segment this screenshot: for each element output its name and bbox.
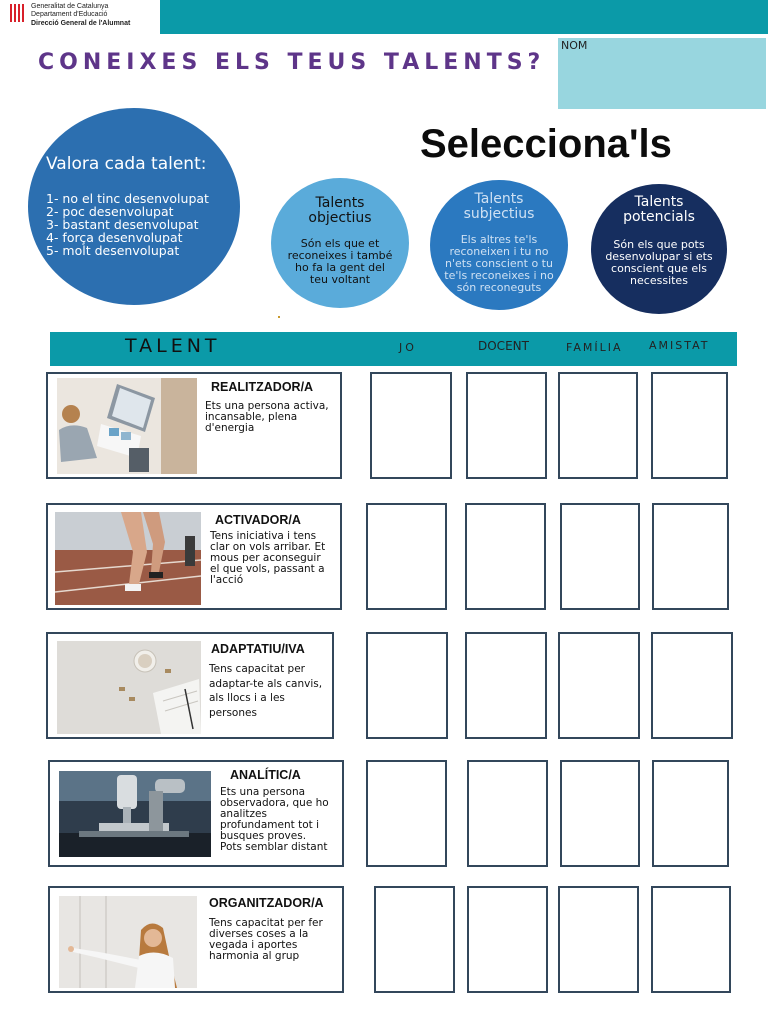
talent-type-description: Són els que et reconeixes i també ho fa la gent del teu voltant: [287, 237, 393, 286]
org-line-3: Direcció General de l'Alumnat: [31, 20, 131, 27]
talent-description: Ets una persona activa, incansable, plena d'energia: [205, 400, 329, 434]
talent-card-adaptatiu: [46, 632, 334, 739]
talent-name: ACTIVADOR/A: [215, 513, 301, 527]
runner-start-photo: [55, 512, 201, 605]
talent-type-potential: [591, 184, 727, 314]
talent-type-objective: [271, 178, 409, 308]
column-header-docent: DOCENT: [478, 339, 529, 353]
talent-name: ORGANITZADOR/A: [209, 896, 324, 910]
rating-cell-jo[interactable]: [370, 372, 452, 479]
generalitat-logo: [0, 0, 160, 34]
column-header-familia: FAMÍLIA: [566, 341, 623, 354]
talent-type-title: Talents objectius: [308, 195, 372, 226]
rating-cell-jo[interactable]: [366, 632, 448, 739]
talent-card-activador: [46, 503, 342, 610]
select-heading: Selecciona'ls: [420, 122, 672, 166]
talent-name: ANALÍTIC/A: [230, 768, 301, 782]
talent-type-subjective: [430, 180, 568, 310]
talent-name: ADAPTATIU/IVA: [211, 642, 305, 656]
talent-type-title: Talents subjectius: [463, 191, 535, 222]
rating-cell-amistat[interactable]: [652, 760, 729, 867]
rating-cell-amistat[interactable]: [651, 632, 733, 739]
column-header-amistat: AMISTAT: [649, 339, 710, 352]
rating-cell-jo[interactable]: [366, 760, 447, 867]
rating-cell-docent[interactable]: [465, 632, 547, 739]
org-line-2: Departament d'Educació: [31, 11, 108, 18]
rating-cell-familia[interactable]: [560, 760, 640, 867]
column-header-jo: JO: [399, 341, 417, 354]
decorative-dot: [278, 316, 280, 318]
desk-notebook-photo: [57, 641, 201, 734]
rating-scale-list: [46, 192, 209, 257]
talent-type-description: Són els que pots desenvolupar si ets conscient que els necessites: [605, 238, 713, 287]
rating-cell-docent[interactable]: [467, 886, 548, 993]
talent-name: REALITZADOR/A: [211, 380, 314, 394]
microscope-photo: [59, 771, 211, 857]
rating-cell-docent[interactable]: [467, 760, 548, 867]
senyera-icon: [10, 4, 24, 22]
rating-cell-docent[interactable]: [466, 372, 547, 479]
name-label: NOM: [561, 39, 588, 52]
rating-cell-familia[interactable]: [558, 886, 639, 993]
talent-description: Tens iniciativa i tens clar on vols arribar. Et mous per aconseguir el que vols, passant a l'acció: [210, 530, 326, 586]
talent-description: Tens capacitat per fer diverses coses a la vegada i aportes harmonia al grup: [209, 917, 323, 962]
rating-scale-item: 3- bastant desenvolupat: [46, 217, 199, 232]
table-header: [50, 332, 737, 366]
talent-type-title: Talents potencials: [623, 194, 695, 225]
talent-card-analitic: [48, 760, 344, 867]
rating-cell-familia[interactable]: [560, 503, 640, 610]
woman-pointing-photo: [59, 896, 197, 988]
rating-cell-jo[interactable]: [366, 503, 447, 610]
rating-cell-docent[interactable]: [465, 503, 546, 610]
column-header-talent: TALENT: [125, 335, 221, 357]
laptop-desk-photo: [57, 378, 197, 474]
talent-card-organitzador: [48, 886, 344, 993]
rating-scale-item: 5- molt desenvolupat: [46, 243, 180, 258]
org-line-1: Generalitat de Catalunya: [31, 3, 109, 10]
talent-card-realitzador: [46, 372, 342, 479]
rating-scale-item: 1- no el tinc desenvolupat: [46, 191, 209, 206]
rating-scale-title: Valora cada talent:: [46, 154, 207, 174]
rating-scale-item: 4- força desenvolupat: [46, 230, 183, 245]
rating-scale-circle: [28, 108, 240, 305]
name-field[interactable]: [558, 38, 766, 109]
rating-cell-familia[interactable]: [558, 372, 638, 479]
rating-cell-jo[interactable]: [374, 886, 455, 993]
talent-description: Ets una persona observadora, que ho analitzes profundament tot i busques proves. Pots semblar distant: [220, 786, 329, 853]
rating-cell-amistat[interactable]: [651, 372, 728, 479]
rating-cell-amistat[interactable]: [651, 886, 731, 993]
page-title: CONEIXES ELS TEUS TALENTS?: [38, 50, 546, 75]
talent-description: Tens capacitat per adaptar-te als canvis, als llocs i a les persones: [209, 663, 323, 719]
talent-type-description: Els altres te'ls reconeixen i tu no n'ets conscient o tu te'ls reconeixes i no són reconeguts: [444, 233, 554, 294]
rating-cell-amistat[interactable]: [652, 503, 729, 610]
rating-scale-item: 2- poc desenvolupat: [46, 204, 174, 219]
rating-cell-familia[interactable]: [558, 632, 640, 739]
